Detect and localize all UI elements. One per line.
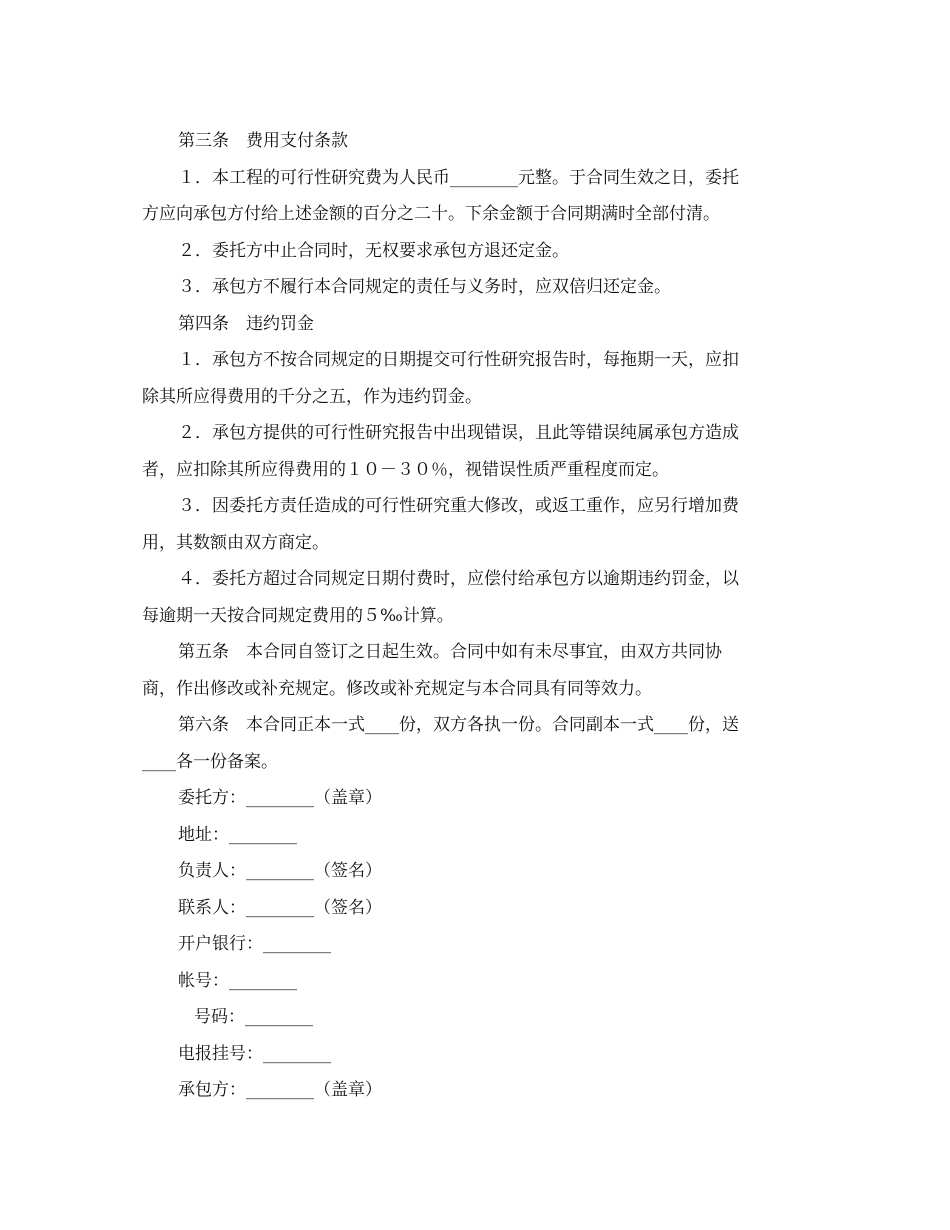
contact-person-field: 联系人：________（签名）: [178, 897, 382, 918]
article-4-item-3-line-1: ３．因委托方责任造成的可行性研究重大修改，或返工重作，应另行增加费: [178, 496, 739, 516]
phone-number-field: 号码：________: [194, 1007, 313, 1027]
article-4-item-1-line-1: １．承包方不按合同规定的日期提交可行性研究报告时，每拖期一天，应扣: [178, 350, 739, 370]
article-4-item-1-line-2: 除其所应得费用的千分之五，作为违约罚金。: [142, 386, 482, 407]
contractor-field: 承包方：________（盖章）: [178, 1080, 382, 1100]
article-3-item-1-line-1: １．本工程的可行性研究费为人民币________元整。于合同生效之日，委托: [178, 167, 739, 188]
article-6-line-1: 第六条 本合同正本一式____份，双方各执一份。合同副本一式____份，送: [178, 715, 739, 735]
article-5-line-2: 商，作出修改或补充规定。修改或补充规定与本合同具有同等效力。: [142, 678, 652, 699]
article-4-heading: 第四条 违约罚金: [178, 313, 314, 334]
article-4-item-2-line-1: ２．承包方提供的可行性研究报告中出现错误，且此等错误纯属承包方造成: [178, 423, 739, 443]
article-3-item-3: ３．承包方不履行本合同规定的责任与义务时，应双倍归还定金。: [178, 277, 671, 297]
client-field: 委托方：________（盖章）: [178, 788, 382, 808]
article-5-line-1: 第五条 本合同自签订之日起生效。合同中如有未尽事宜，由双方共同协: [178, 642, 722, 662]
article-4-item-2-line-2: 者，应扣除其所应得费用的１０－３０％，视错误性质严重程度而定。: [142, 459, 669, 480]
article-3-heading: 第三条 费用支付条款: [178, 131, 348, 151]
responsible-person-field: 负责人：________（签名）: [178, 861, 382, 881]
article-4-item-4-line-2: 每逾期一天按合同规定费用的５‰计算。: [142, 605, 454, 626]
telegraph-field: 电报挂号：________: [178, 1043, 331, 1064]
account-field: 帐号：________: [178, 970, 297, 991]
contract-body: [142, 123, 804, 1109]
article-3-item-1-line-2: 方应向承包方付给上述金额的百分之二十。下余金额于合同期满时全部付清。: [142, 204, 720, 224]
article-4-item-3-line-2: 用，其数额由双方商定。: [142, 532, 329, 553]
bank-field: 开户银行：________: [178, 934, 331, 954]
address-field: 地址：________: [178, 824, 297, 845]
article-6-line-2: ____各一份备案。: [142, 751, 278, 772]
signature-block: [142, 780, 804, 1109]
article-3-item-2: ２．委托方中止合同时，无权要求承包方退还定金。: [178, 240, 569, 261]
article-4-item-4-line-1: ４．委托方超过合同规定日期付费时，应偿付给承包方以逾期违约罚金，以: [178, 569, 739, 589]
